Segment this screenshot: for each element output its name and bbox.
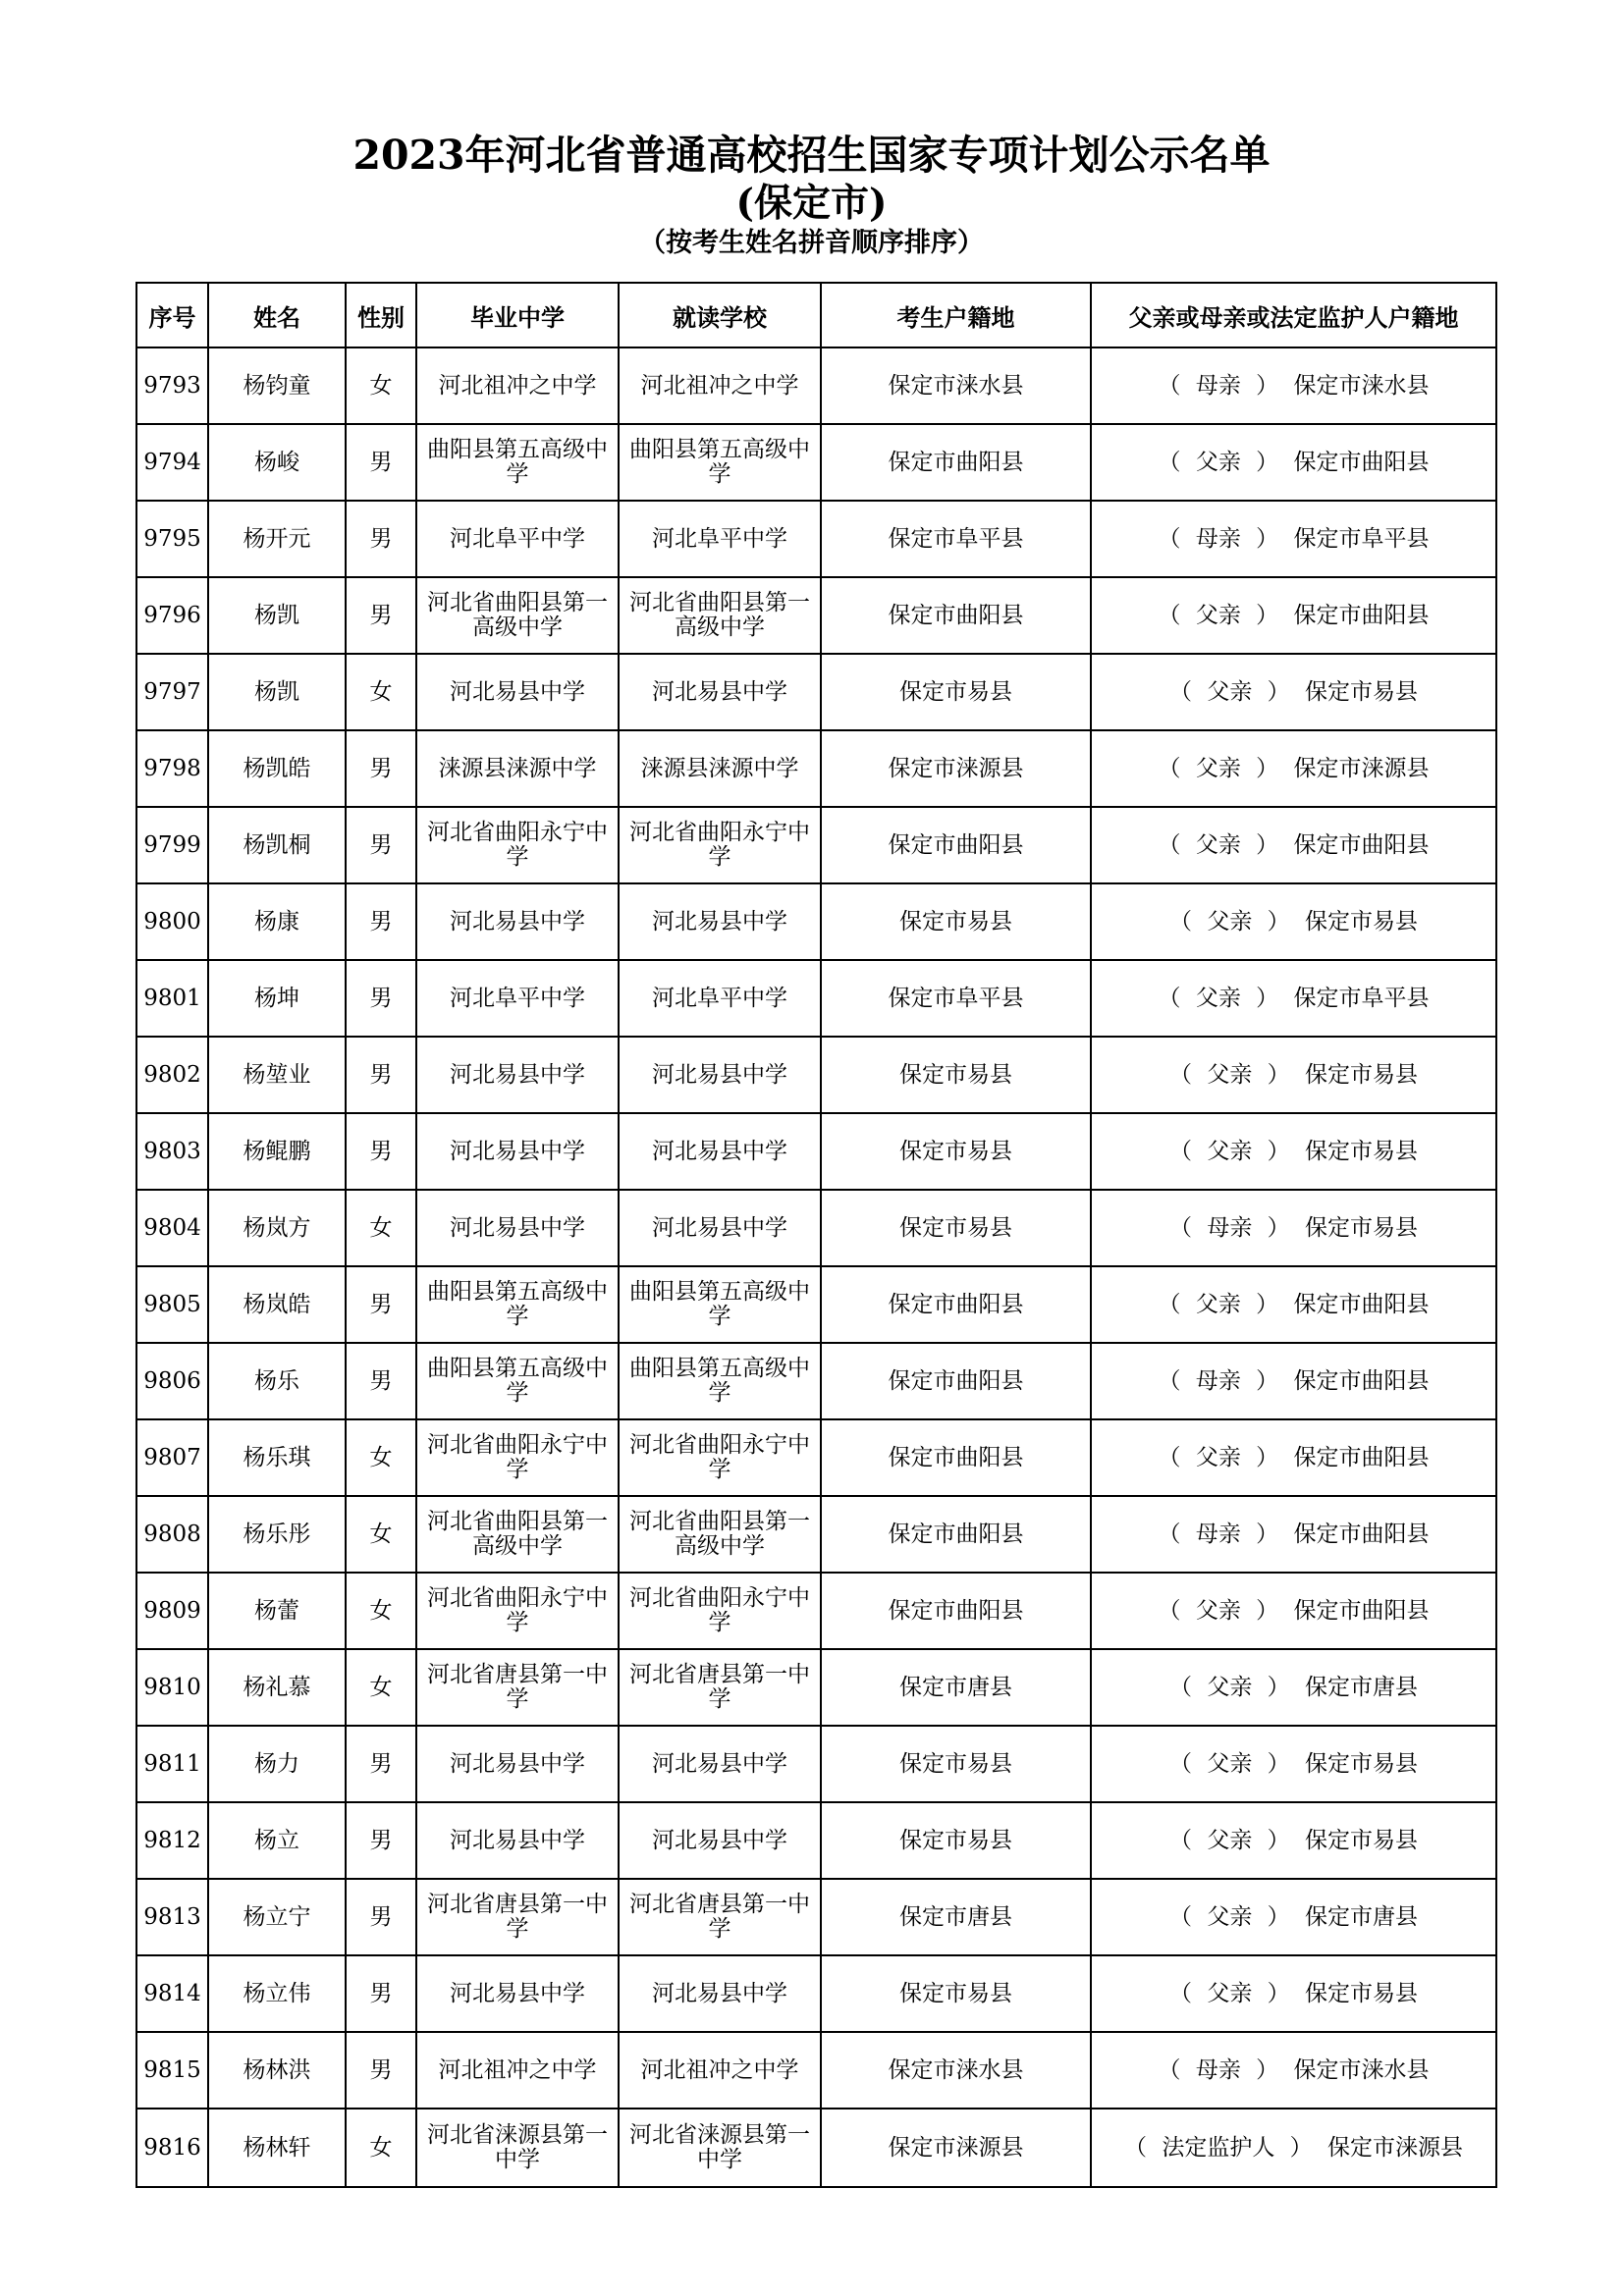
cell-gender: 女 [346,1496,416,1573]
table-row [136,1496,1496,1573]
cell-name: 杨林洪 [208,2032,346,2109]
cell-guardian-residence: （ 父亲 ） 保定市唐县 [1091,1649,1496,1726]
cell-study-school: 河北易县中学 [619,654,821,730]
table-row [136,1726,1496,1802]
cell-no: 9805 [136,1266,208,1343]
cell-residence: 保定市涞水县 [821,347,1091,424]
cell-residence: 保定市涞水县 [821,2032,1091,2109]
cell-residence: 保定市涞源县 [821,730,1091,807]
cell-study-school: 河北省唐县第一中学 [619,1649,821,1726]
cell-guardian-residence: （ 父亲 ） 保定市曲阳县 [1091,807,1496,883]
table-row [136,1649,1496,1726]
cell-grad-school: 河北易县中学 [416,654,619,730]
cell-name: 杨立 [208,1802,346,1879]
cell-grad-school: 河北省曲阳县第一高级中学 [416,577,619,654]
cell-no: 9812 [136,1802,208,1879]
cell-study-school: 河北易县中学 [619,1190,821,1266]
page-subtitle: (保定市) [735,181,888,226]
cell-guardian-residence: （ 父亲 ） 保定市易县 [1091,1726,1496,1802]
table-header-row [136,283,1496,347]
cell-study-school: 曲阳县第五高级中学 [619,1343,821,1419]
cell-name: 杨鲲鹏 [208,1113,346,1190]
cell-study-school: 河北省唐县第一中学 [619,1879,821,1955]
cell-name: 杨林轩 [208,2109,346,2187]
cell-residence: 保定市曲阳县 [821,1266,1091,1343]
cell-gender: 男 [346,1037,416,1113]
table-body [136,347,1496,2187]
cell-grad-school: 曲阳县第五高级中学 [416,424,619,501]
table-row [136,1037,1496,1113]
table-row [136,1266,1496,1343]
table-row [136,1955,1496,2032]
table-row [136,654,1496,730]
roster-table [135,282,1497,2188]
cell-gender: 女 [346,654,416,730]
sort-note: （按考生姓名拼音顺序排序） [639,228,984,258]
table-row [136,730,1496,807]
cell-study-school: 河北省曲阳县第一高级中学 [619,1496,821,1573]
cell-residence: 保定市易县 [821,1802,1091,1879]
cell-guardian-residence: （ 母亲 ） 保定市阜平县 [1091,501,1496,577]
cell-gender: 男 [346,1726,416,1802]
cell-name: 杨凯桐 [208,807,346,883]
cell-residence: 保定市阜平县 [821,960,1091,1037]
cell-gender: 男 [346,577,416,654]
cell-guardian-residence: （ 父亲 ） 保定市曲阳县 [1091,577,1496,654]
cell-study-school: 河北阜平中学 [619,960,821,1037]
cell-name: 杨凯 [208,654,346,730]
cell-name: 杨立伟 [208,1955,346,2032]
table-row [136,960,1496,1037]
table-row [136,1190,1496,1266]
cell-residence: 保定市易县 [821,1113,1091,1190]
cell-guardian-residence: （ 父亲 ） 保定市易县 [1091,654,1496,730]
cell-name: 杨峻 [208,424,346,501]
cell-gender: 女 [346,2109,416,2187]
header-no: 序号 [136,283,208,347]
cell-residence: 保定市曲阳县 [821,577,1091,654]
cell-gender: 男 [346,1879,416,1955]
cell-name: 杨乐彤 [208,1496,346,1573]
cell-gender: 女 [346,1419,416,1496]
cell-guardian-residence: （ 父亲 ） 保定市阜平县 [1091,960,1496,1037]
cell-residence: 保定市曲阳县 [821,807,1091,883]
header-gender: 性别 [346,283,416,347]
cell-grad-school: 河北省涞源县第一中学 [416,2109,619,2187]
cell-no: 9793 [136,347,208,424]
cell-no: 9814 [136,1955,208,2032]
cell-residence: 保定市易县 [821,1955,1091,2032]
cell-residence: 保定市曲阳县 [821,1573,1091,1649]
cell-no: 9813 [136,1879,208,1955]
cell-gender: 男 [346,501,416,577]
cell-residence: 保定市唐县 [821,1879,1091,1955]
cell-gender: 男 [346,960,416,1037]
cell-study-school: 河北易县中学 [619,1726,821,1802]
cell-gender: 男 [346,2032,416,2109]
cell-no: 9802 [136,1037,208,1113]
cell-no: 9796 [136,577,208,654]
table-row [136,577,1496,654]
table-row [136,347,1496,424]
page-title: 2023年河北省普通高校招生国家专项计划公示名单 [352,132,1271,179]
cell-grad-school: 河北省唐县第一中学 [416,1649,619,1726]
cell-guardian-residence: （ 父亲 ） 保定市易县 [1091,883,1496,960]
table-row [136,883,1496,960]
header-grad-school: 毕业中学 [416,283,619,347]
table-row [136,424,1496,501]
table-row [136,1879,1496,1955]
cell-gender: 男 [346,807,416,883]
cell-residence: 保定市涞源县 [821,2109,1091,2187]
cell-gender: 女 [346,1573,416,1649]
cell-study-school: 河北省曲阳永宁中学 [619,1573,821,1649]
cell-residence: 保定市易县 [821,1037,1091,1113]
cell-guardian-residence: （ 母亲 ） 保定市涞水县 [1091,347,1496,424]
cell-name: 杨蕾 [208,1573,346,1649]
cell-no: 9806 [136,1343,208,1419]
cell-grad-school: 河北省曲阳永宁中学 [416,1573,619,1649]
cell-gender: 男 [346,1113,416,1190]
cell-no: 9809 [136,1573,208,1649]
cell-guardian-residence: （ 母亲 ） 保定市易县 [1091,1190,1496,1266]
cell-study-school: 河北省曲阳永宁中学 [619,807,821,883]
cell-grad-school: 河北易县中学 [416,1726,619,1802]
cell-grad-school: 涞源县涞源中学 [416,730,619,807]
cell-no: 9807 [136,1419,208,1496]
cell-guardian-residence: （ 父亲 ） 保定市曲阳县 [1091,1266,1496,1343]
table-row [136,501,1496,577]
cell-study-school: 河北易县中学 [619,1113,821,1190]
table-row [136,2032,1496,2109]
cell-name: 杨立宁 [208,1879,346,1955]
cell-no: 9815 [136,2032,208,2109]
cell-grad-school: 河北祖冲之中学 [416,2032,619,2109]
cell-gender: 男 [346,730,416,807]
cell-guardian-residence: （ 父亲 ） 保定市易县 [1091,1113,1496,1190]
table-row [136,1573,1496,1649]
cell-study-school: 河北祖冲之中学 [619,347,821,424]
cell-gender: 女 [346,347,416,424]
cell-residence: 保定市曲阳县 [821,1496,1091,1573]
header-guardian-residence: 父亲或母亲或法定监护人户籍地 [1091,283,1496,347]
cell-guardian-residence: （ 母亲 ） 保定市曲阳县 [1091,1496,1496,1573]
table-row [136,1343,1496,1419]
cell-guardian-residence: （ 父亲 ） 保定市曲阳县 [1091,1573,1496,1649]
cell-no: 9800 [136,883,208,960]
cell-no: 9797 [136,654,208,730]
cell-study-school: 曲阳县第五高级中学 [619,1266,821,1343]
cell-grad-school: 河北易县中学 [416,1190,619,1266]
cell-no: 9804 [136,1190,208,1266]
cell-name: 杨开元 [208,501,346,577]
cell-no: 9798 [136,730,208,807]
cell-guardian-residence: （ 父亲 ） 保定市曲阳县 [1091,1419,1496,1496]
cell-name: 杨岚皓 [208,1266,346,1343]
cell-no: 9795 [136,501,208,577]
header-name: 姓名 [208,283,346,347]
cell-grad-school: 曲阳县第五高级中学 [416,1266,619,1343]
cell-grad-school: 河北阜平中学 [416,960,619,1037]
cell-study-school: 河北易县中学 [619,1955,821,2032]
cell-no: 9803 [136,1113,208,1190]
cell-guardian-residence: （ 父亲 ） 保定市易县 [1091,1802,1496,1879]
cell-guardian-residence: （ 母亲 ） 保定市涞水县 [1091,2032,1496,2109]
cell-no: 9810 [136,1649,208,1726]
cell-name: 杨坤 [208,960,346,1037]
cell-grad-school: 河北省曲阳永宁中学 [416,1419,619,1496]
cell-study-school: 河北易县中学 [619,1037,821,1113]
cell-guardian-residence: （ 父亲 ） 保定市易县 [1091,1037,1496,1113]
table-row [136,1802,1496,1879]
cell-name: 杨凯 [208,577,346,654]
cell-gender: 男 [346,883,416,960]
cell-no: 9816 [136,2109,208,2187]
cell-grad-school: 曲阳县第五高级中学 [416,1343,619,1419]
cell-no: 9794 [136,424,208,501]
cell-grad-school: 河北易县中学 [416,1037,619,1113]
cell-residence: 保定市曲阳县 [821,1419,1091,1496]
cell-grad-school: 河北易县中学 [416,1802,619,1879]
cell-grad-school: 河北省曲阳永宁中学 [416,807,619,883]
cell-no: 9808 [136,1496,208,1573]
cell-guardian-residence: （ 父亲 ） 保定市曲阳县 [1091,424,1496,501]
cell-grad-school: 河北阜平中学 [416,501,619,577]
cell-grad-school: 河北易县中学 [416,1113,619,1190]
cell-guardian-residence: （ 父亲 ） 保定市涞源县 [1091,730,1496,807]
cell-gender: 男 [346,1802,416,1879]
cell-study-school: 河北祖冲之中学 [619,2032,821,2109]
cell-guardian-residence: （ 母亲 ） 保定市曲阳县 [1091,1343,1496,1419]
cell-gender: 男 [346,1266,416,1343]
cell-grad-school: 河北省唐县第一中学 [416,1879,619,1955]
cell-name: 杨乐琪 [208,1419,346,1496]
header-residence: 考生户籍地 [821,283,1091,347]
cell-study-school: 河北易县中学 [619,883,821,960]
table-row [136,2109,1496,2187]
cell-name: 杨堃业 [208,1037,346,1113]
table-row [136,1113,1496,1190]
cell-name: 杨岚方 [208,1190,346,1266]
cell-gender: 女 [346,1190,416,1266]
cell-guardian-residence: （ 法定监护人 ） 保定市涞源县 [1091,2109,1496,2187]
cell-gender: 女 [346,1649,416,1726]
cell-study-school: 河北易县中学 [619,1802,821,1879]
cell-grad-school: 河北易县中学 [416,1955,619,2032]
cell-no: 9811 [136,1726,208,1802]
header-study-school: 就读学校 [619,283,821,347]
cell-study-school: 河北省涞源县第一中学 [619,2109,821,2187]
cell-name: 杨力 [208,1726,346,1802]
table-row [136,1419,1496,1496]
cell-residence: 保定市阜平县 [821,501,1091,577]
cell-study-school: 河北省曲阳永宁中学 [619,1419,821,1496]
cell-name: 杨康 [208,883,346,960]
cell-study-school: 河北省曲阳县第一高级中学 [619,577,821,654]
cell-residence: 保定市曲阳县 [821,424,1091,501]
table-row [136,807,1496,883]
cell-name: 杨乐 [208,1343,346,1419]
cell-name: 杨钧童 [208,347,346,424]
cell-no: 9801 [136,960,208,1037]
cell-no: 9799 [136,807,208,883]
cell-residence: 保定市易县 [821,883,1091,960]
cell-grad-school: 河北祖冲之中学 [416,347,619,424]
cell-study-school: 河北阜平中学 [619,501,821,577]
cell-residence: 保定市唐县 [821,1649,1091,1726]
cell-name: 杨礼慕 [208,1649,346,1726]
cell-residence: 保定市易县 [821,1190,1091,1266]
cell-gender: 男 [346,424,416,501]
cell-guardian-residence: （ 父亲 ） 保定市易县 [1091,1955,1496,2032]
cell-grad-school: 河北易县中学 [416,883,619,960]
cell-residence: 保定市易县 [821,1726,1091,1802]
cell-study-school: 曲阳县第五高级中学 [619,424,821,501]
cell-grad-school: 河北省曲阳县第一高级中学 [416,1496,619,1573]
cell-gender: 男 [346,1343,416,1419]
cell-name: 杨凯皓 [208,730,346,807]
cell-guardian-residence: （ 父亲 ） 保定市唐县 [1091,1879,1496,1955]
cell-residence: 保定市易县 [821,654,1091,730]
cell-gender: 男 [346,1955,416,2032]
cell-study-school: 涞源县涞源中学 [619,730,821,807]
cell-residence: 保定市曲阳县 [821,1343,1091,1419]
